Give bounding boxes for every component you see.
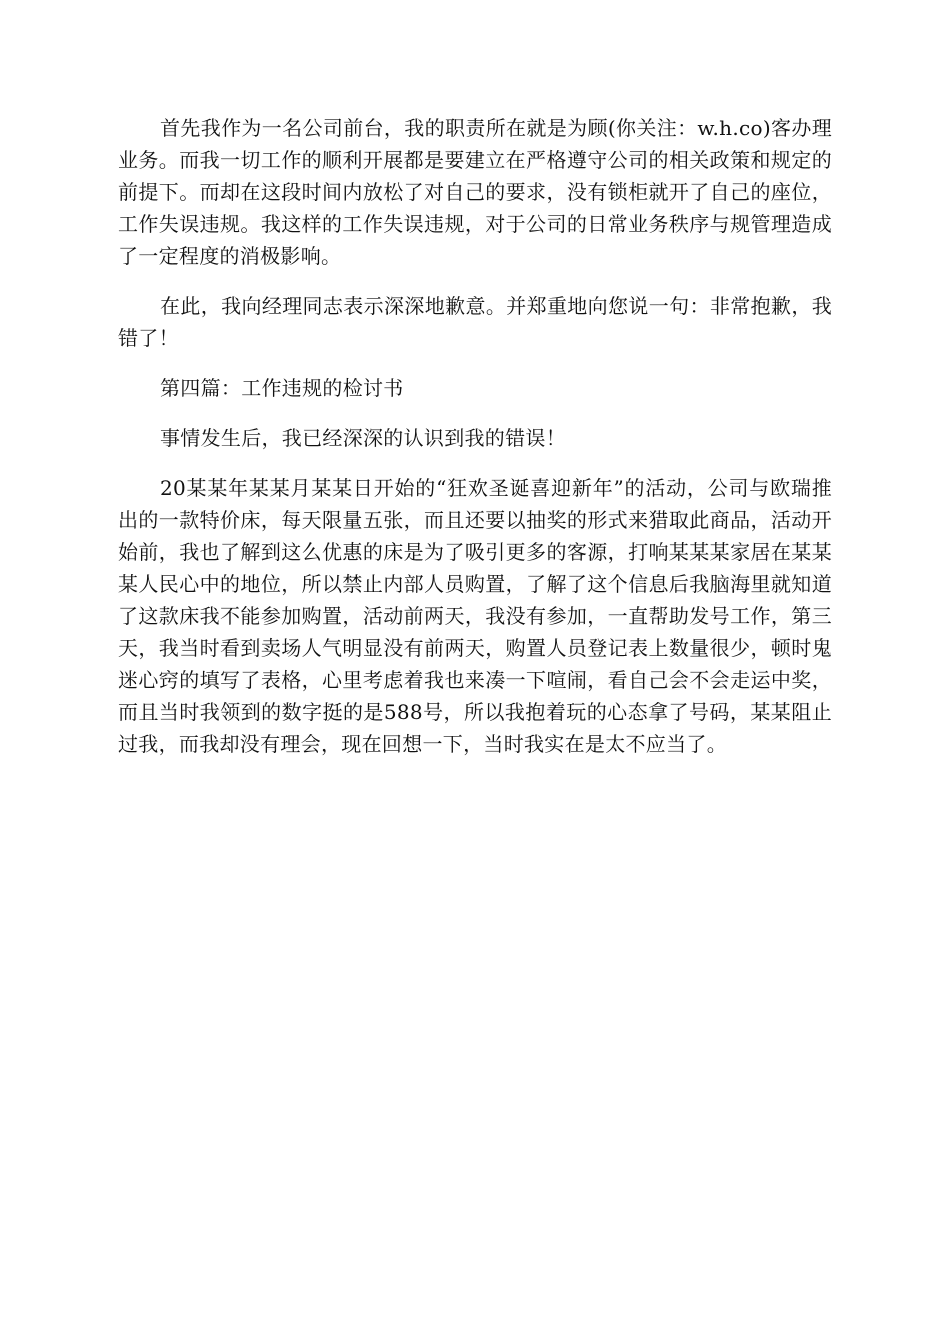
document-body [118,112,832,778]
paragraph-1: 首先我作为一名公司前台，我的职责所在就是为顾(你关注：w.h.co)客办理业务。而我一切工作的顺利开展都是要建立在严格遵守公司的相关政策和规定的前提下。而却在这段时间内放松了对自己的要求，没有锁柜就开了自己的座位，工作失误违规。我这样的工作失误违规，对于公司的日常业务秩序与规管理造成了一定程度的消极影响。 [118,116,832,268]
paragraph-3: 事情发生后，我已经深深的认识到我的错误！ [160,426,566,450]
paragraph-2: 在此，我向经理同志表示深深地歉意。并郑重地向您说一句：非常抱歉，我错了！ [118,294,832,350]
section-heading: 第四篇：工作违规的检讨书 [160,376,404,400]
paragraph-4: 20某某年某某月某某日开始的“狂欢圣诞喜迎新年”的活动，公司与欧瑞推出的一款特价床，每天限量五张，而且还要以抽奖的形式来猎取此商品，活动开始前，我也了解到这么优惠的床是为了吸引更多的客源，打响某某某家居在某某某人民心中的地位，所以禁止内部人员购置，了解了这个信息后我脑海里就知道了这款床我不能参加购置，活动前两天，我没有参加，一直帮助发号工作，第三天，我当时看到卖场人气明显没有前两天，购置人员登记表上数量很少，顿时鬼迷心窍的填写了表格，心里考虑着我也来凑一下喧闹，看自己会不会走运中奖，而且当时我领到的数字挺的是588号，所以我抱着玩的心态拿了号码，某某阻止过我，而我却没有理会，现在回想一下，当时我实在是太不应当了。 [118,476,832,756]
